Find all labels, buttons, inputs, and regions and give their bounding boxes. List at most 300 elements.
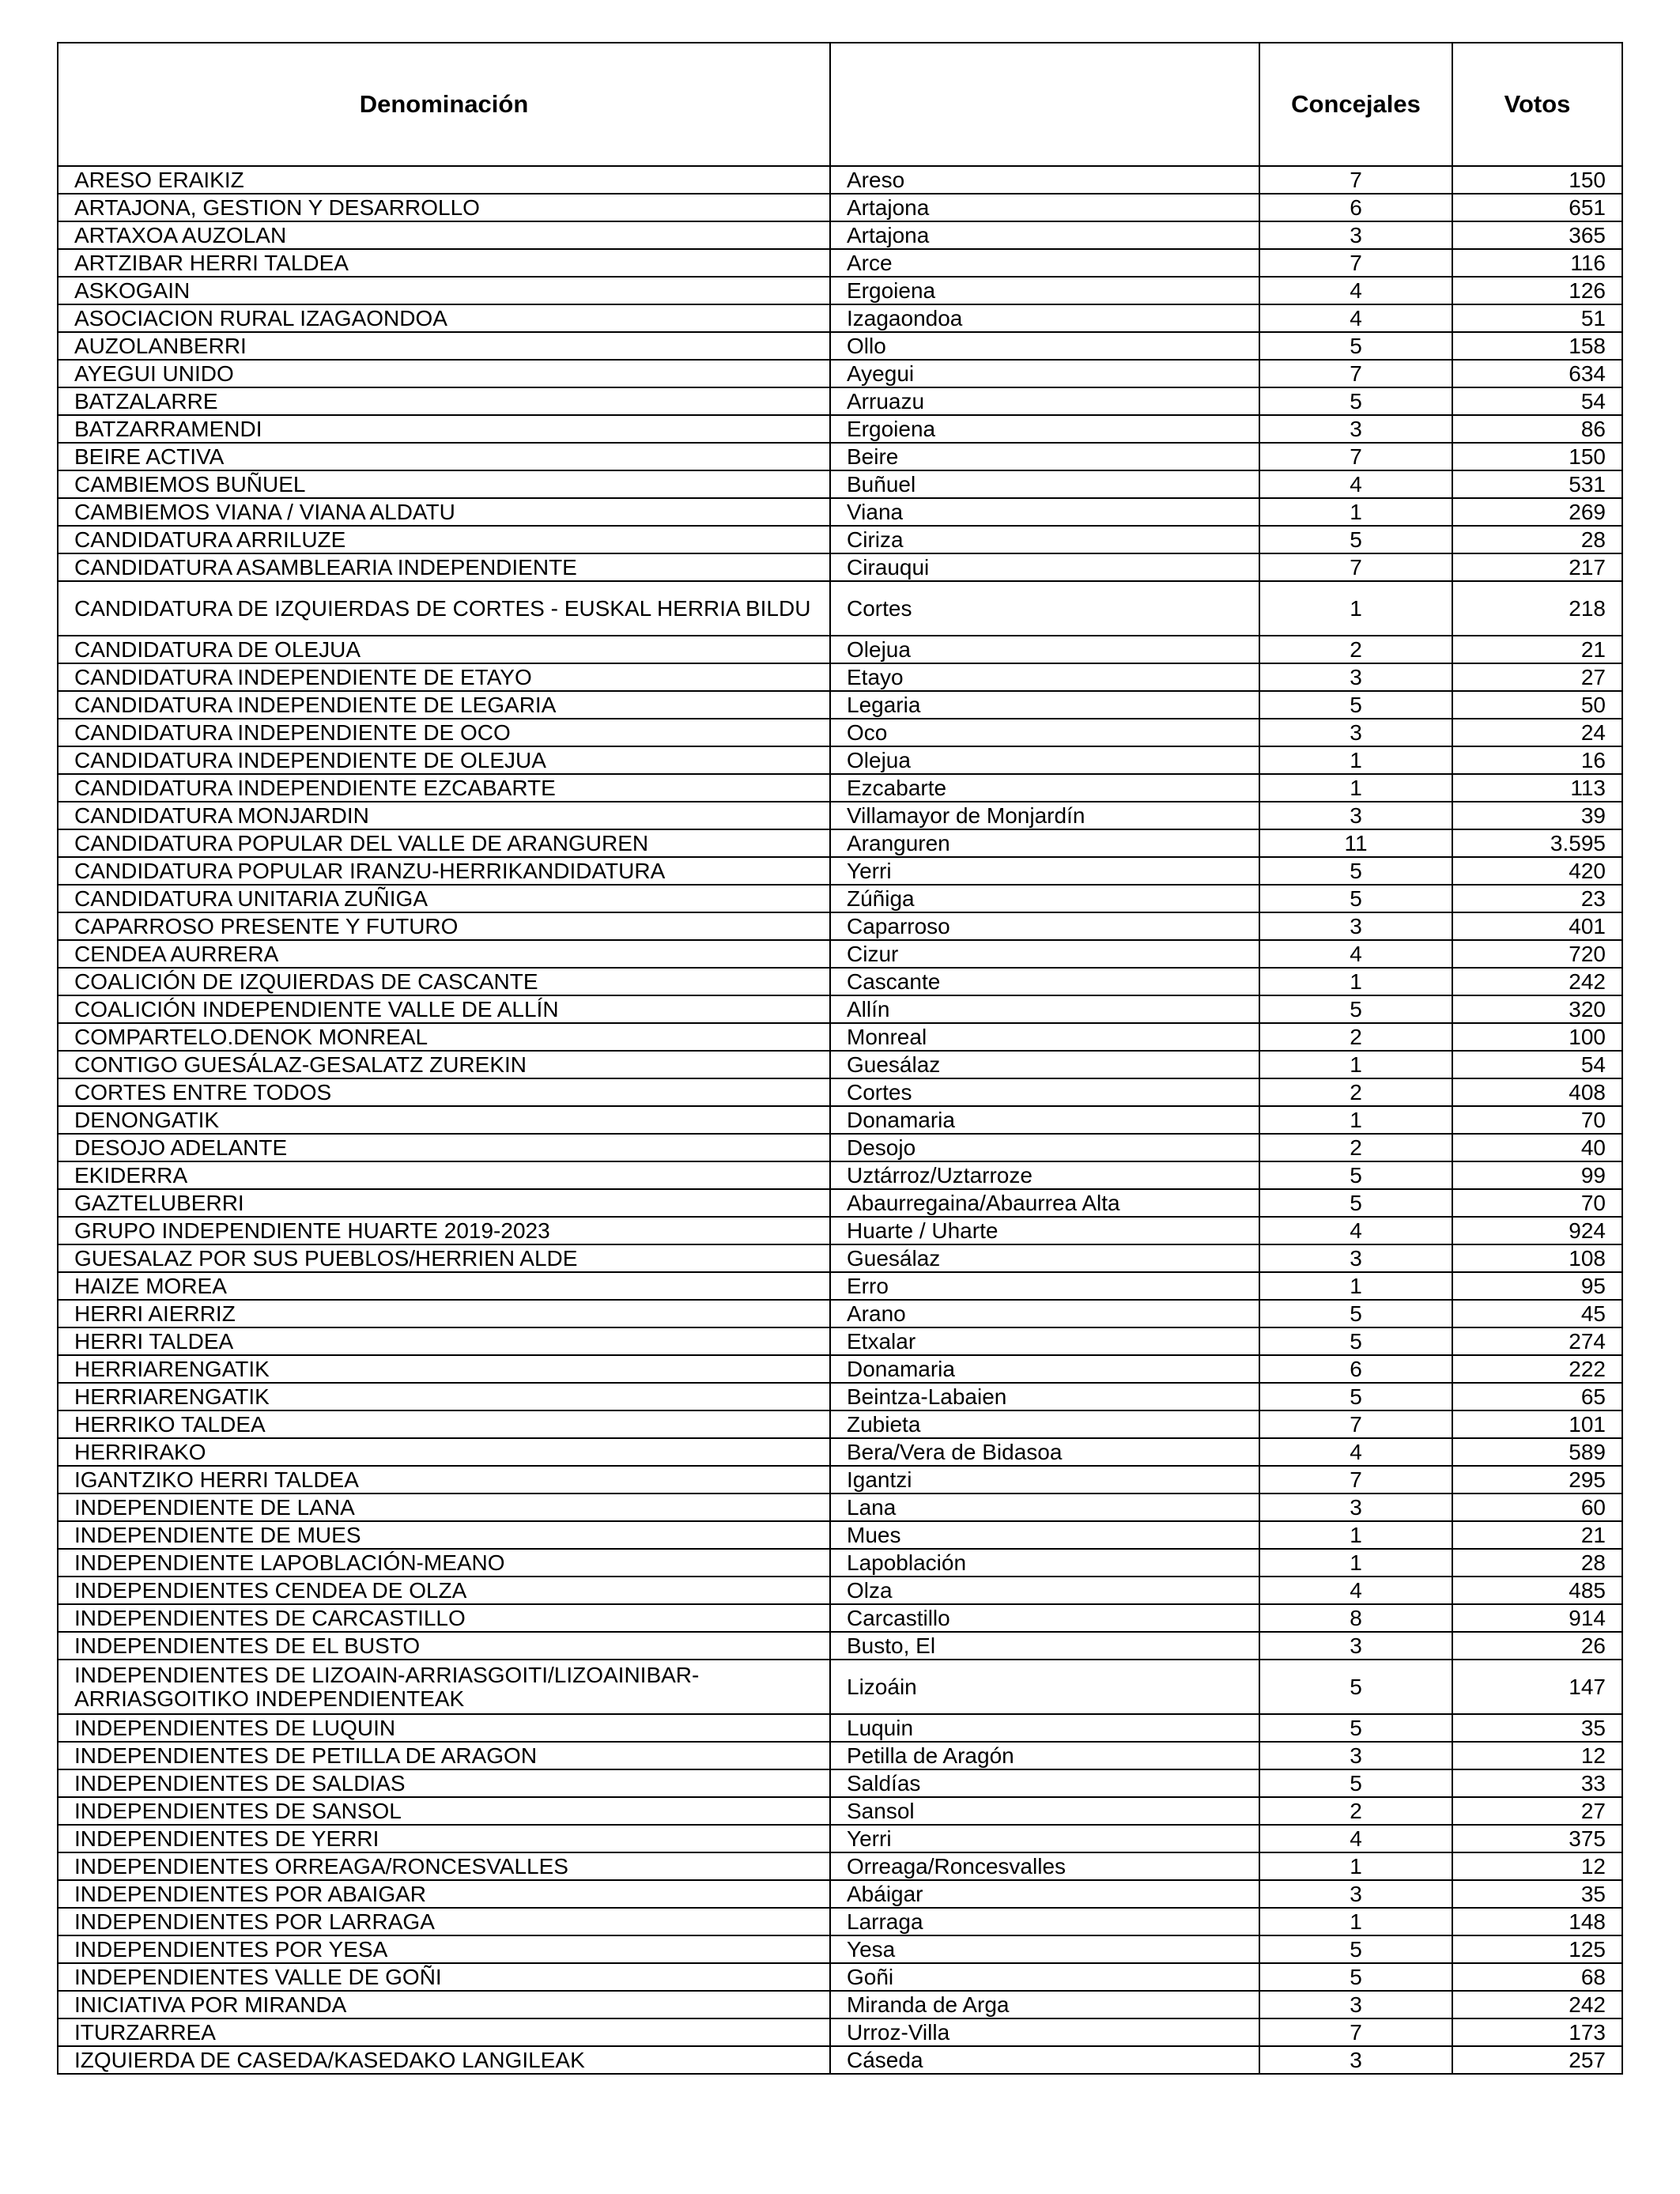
cell-denominacion: CANDIDATURA INDEPENDIENTE DE OLEJUA xyxy=(58,746,830,774)
cell-votos: 113 xyxy=(1452,774,1622,802)
cell-votos: 924 xyxy=(1452,1217,1622,1244)
cell-concejales: 4 xyxy=(1259,1217,1452,1244)
cell-concejales: 5 xyxy=(1259,332,1452,360)
cell-concejales: 1 xyxy=(1259,581,1452,636)
cell-votos: 150 xyxy=(1452,166,1622,194)
cell-municipio: Zúñiga xyxy=(830,885,1259,912)
cell-concejales: 3 xyxy=(1259,1742,1452,1769)
cell-concejales: 7 xyxy=(1259,249,1452,277)
cell-municipio: Lizoáin xyxy=(830,1660,1259,1714)
table-row xyxy=(58,663,1622,691)
cell-votos: 295 xyxy=(1452,1466,1622,1494)
cell-votos: 12 xyxy=(1452,1852,1622,1880)
header-votos: Votos xyxy=(1452,43,1622,166)
table-row xyxy=(58,885,1622,912)
cell-concejales: 2 xyxy=(1259,1134,1452,1161)
cell-votos: 485 xyxy=(1452,1577,1622,1604)
cell-municipio: Erro xyxy=(830,1272,1259,1300)
cell-denominacion: GUESALAZ POR SUS PUEBLOS/HERRIEN ALDE xyxy=(58,1244,830,1272)
cell-municipio: Cáseda xyxy=(830,2046,1259,2074)
cell-votos: 86 xyxy=(1452,415,1622,443)
table-row xyxy=(58,691,1622,719)
cell-denominacion: CANDIDATURA UNITARIA ZUÑIGA xyxy=(58,885,830,912)
cell-municipio: Monreal xyxy=(830,1023,1259,1051)
cell-concejales: 5 xyxy=(1259,857,1452,885)
cell-votos: 68 xyxy=(1452,1963,1622,1991)
cell-municipio: Oco xyxy=(830,719,1259,746)
table-row xyxy=(58,1023,1622,1051)
cell-votos: 720 xyxy=(1452,940,1622,968)
cell-concejales: 5 xyxy=(1259,1935,1452,1963)
cell-votos: 148 xyxy=(1452,1908,1622,1935)
cell-denominacion: CANDIDATURA ARRILUZE xyxy=(58,526,830,553)
cell-concejales: 5 xyxy=(1259,885,1452,912)
table-row xyxy=(58,774,1622,802)
table-row xyxy=(58,360,1622,387)
cell-denominacion: CAPARROSO PRESENTE Y FUTURO xyxy=(58,912,830,940)
cell-denominacion: INDEPENDIENTES DE EL BUSTO xyxy=(58,1632,830,1660)
cell-denominacion: INDEPENDIENTES DE SALDIAS xyxy=(58,1769,830,1797)
cell-municipio: Villamayor de Monjardín xyxy=(830,802,1259,829)
table-row xyxy=(58,1327,1622,1355)
table-row xyxy=(58,2046,1622,2074)
cell-municipio: Lapoblación xyxy=(830,1549,1259,1577)
cell-denominacion: CENDEA AURRERA xyxy=(58,940,830,968)
cell-municipio: Donamaria xyxy=(830,1106,1259,1134)
table-row xyxy=(58,470,1622,498)
cell-denominacion: COMPARTELO.DENOK MONREAL xyxy=(58,1023,830,1051)
cell-votos: 100 xyxy=(1452,1023,1622,1051)
cell-municipio: Etayo xyxy=(830,663,1259,691)
cell-denominacion: ASOCIACION RURAL IZAGAONDOA xyxy=(58,304,830,332)
cell-concejales: 2 xyxy=(1259,636,1452,663)
cell-municipio: Arruazu xyxy=(830,387,1259,415)
cell-votos: 126 xyxy=(1452,277,1622,304)
cell-denominacion: CAMBIEMOS BUÑUEL xyxy=(58,470,830,498)
cell-concejales: 5 xyxy=(1259,1383,1452,1410)
table-body xyxy=(58,166,1622,2074)
cell-denominacion: ARTAJONA, GESTION Y DESARROLLO xyxy=(58,194,830,221)
cell-votos: 65 xyxy=(1452,1383,1622,1410)
cell-votos: 99 xyxy=(1452,1161,1622,1189)
cell-votos: 28 xyxy=(1452,526,1622,553)
cell-municipio: Beintza-Labaien xyxy=(830,1383,1259,1410)
table-row xyxy=(58,719,1622,746)
cell-votos: 914 xyxy=(1452,1604,1622,1632)
cell-concejales: 3 xyxy=(1259,1880,1452,1908)
cell-concejales: 5 xyxy=(1259,1660,1452,1714)
cell-municipio: Abáigar xyxy=(830,1880,1259,1908)
cell-municipio: Areso xyxy=(830,166,1259,194)
cell-concejales: 5 xyxy=(1259,995,1452,1023)
cell-votos: 147 xyxy=(1452,1660,1622,1714)
cell-municipio: Ciriza xyxy=(830,526,1259,553)
cell-votos: 320 xyxy=(1452,995,1622,1023)
table-row xyxy=(58,1632,1622,1660)
table-row xyxy=(58,1189,1622,1217)
cell-denominacion: DESOJO ADELANTE xyxy=(58,1134,830,1161)
cell-municipio: Desojo xyxy=(830,1134,1259,1161)
table-row xyxy=(58,995,1622,1023)
table-row xyxy=(58,1272,1622,1300)
cell-concejales: 3 xyxy=(1259,802,1452,829)
table-row xyxy=(58,1742,1622,1769)
cell-municipio: Cortes xyxy=(830,581,1259,636)
cell-votos: 274 xyxy=(1452,1327,1622,1355)
cell-municipio: Olejua xyxy=(830,746,1259,774)
cell-concejales: 1 xyxy=(1259,746,1452,774)
cell-votos: 420 xyxy=(1452,857,1622,885)
cell-denominacion: HERRIARENGATIK xyxy=(58,1355,830,1383)
header-concejales: Concejales xyxy=(1259,43,1452,166)
cell-denominacion: HAIZE MOREA xyxy=(58,1272,830,1300)
cell-denominacion: CANDIDATURA INDEPENDIENTE DE ETAYO xyxy=(58,663,830,691)
cell-municipio: Viana xyxy=(830,498,1259,526)
cell-municipio: Zubieta xyxy=(830,1410,1259,1438)
table-header-row xyxy=(58,43,1622,166)
cell-denominacion: CANDIDATURA INDEPENDIENTE DE OCO xyxy=(58,719,830,746)
cell-concejales: 3 xyxy=(1259,415,1452,443)
cell-concejales: 3 xyxy=(1259,1494,1452,1521)
cell-municipio: Saldías xyxy=(830,1769,1259,1797)
cell-concejales: 4 xyxy=(1259,1825,1452,1852)
cell-votos: 401 xyxy=(1452,912,1622,940)
cell-concejales: 4 xyxy=(1259,470,1452,498)
cell-municipio: Etxalar xyxy=(830,1327,1259,1355)
cell-municipio: Allín xyxy=(830,995,1259,1023)
cell-denominacion: COALICIÓN DE IZQUIERDAS DE CASCANTE xyxy=(58,968,830,995)
candidacies-table xyxy=(57,42,1623,2075)
table-row xyxy=(58,277,1622,304)
cell-municipio: Yerri xyxy=(830,857,1259,885)
cell-municipio: Cortes xyxy=(830,1078,1259,1106)
table-row xyxy=(58,1134,1622,1161)
cell-votos: 60 xyxy=(1452,1494,1622,1521)
cell-votos: 26 xyxy=(1452,1632,1622,1660)
cell-municipio: Ergoiena xyxy=(830,415,1259,443)
cell-votos: 16 xyxy=(1452,746,1622,774)
cell-concejales: 5 xyxy=(1259,1189,1452,1217)
cell-municipio: Artajona xyxy=(830,194,1259,221)
cell-votos: 218 xyxy=(1452,581,1622,636)
table-row xyxy=(58,968,1622,995)
cell-municipio: Beire xyxy=(830,443,1259,470)
cell-votos: 21 xyxy=(1452,1521,1622,1549)
cell-denominacion: INDEPENDIENTES DE LUQUIN xyxy=(58,1714,830,1742)
cell-denominacion: ARTAXOA AUZOLAN xyxy=(58,221,830,249)
cell-denominacion: INDEPENDIENTES POR YESA xyxy=(58,1935,830,1963)
table-row xyxy=(58,1521,1622,1549)
cell-concejales: 1 xyxy=(1259,498,1452,526)
table-row xyxy=(58,1660,1622,1714)
cell-denominacion: HERRIRAKO xyxy=(58,1438,830,1466)
cell-votos: 222 xyxy=(1452,1355,1622,1383)
cell-municipio: Larraga xyxy=(830,1908,1259,1935)
cell-denominacion: EKIDERRA xyxy=(58,1161,830,1189)
cell-concejales: 5 xyxy=(1259,1769,1452,1797)
cell-votos: 375 xyxy=(1452,1825,1622,1852)
cell-concejales: 5 xyxy=(1259,387,1452,415)
cell-votos: 634 xyxy=(1452,360,1622,387)
cell-denominacion: INDEPENDIENTES DE YERRI xyxy=(58,1825,830,1852)
cell-votos: 50 xyxy=(1452,691,1622,719)
table-row xyxy=(58,581,1622,636)
table-row xyxy=(58,1963,1622,1991)
cell-denominacion: INDEPENDIENTES ORREAGA/RONCESVALLES xyxy=(58,1852,830,1880)
cell-municipio: Ayegui xyxy=(830,360,1259,387)
cell-concejales: 1 xyxy=(1259,1908,1452,1935)
cell-concejales: 3 xyxy=(1259,719,1452,746)
cell-municipio: Yesa xyxy=(830,1935,1259,1963)
cell-concejales: 5 xyxy=(1259,1327,1452,1355)
cell-municipio: Busto, El xyxy=(830,1632,1259,1660)
table-row xyxy=(58,1714,1622,1742)
cell-denominacion: ARESO ERAIKIZ xyxy=(58,166,830,194)
cell-votos: 35 xyxy=(1452,1714,1622,1742)
cell-denominacion: HERRIKO TALDEA xyxy=(58,1410,830,1438)
table-row xyxy=(58,2018,1622,2046)
table-row xyxy=(58,1300,1622,1327)
cell-municipio: Goñi xyxy=(830,1963,1259,1991)
cell-denominacion: CANDIDATURA ASAMBLEARIA INDEPENDIENTE xyxy=(58,553,830,581)
cell-municipio: Donamaria xyxy=(830,1355,1259,1383)
table-row xyxy=(58,746,1622,774)
cell-denominacion: INDEPENDIENTES DE SANSOL xyxy=(58,1797,830,1825)
cell-concejales: 5 xyxy=(1259,1714,1452,1742)
cell-votos: 116 xyxy=(1452,249,1622,277)
cell-denominacion: INDEPENDIENTE DE LANA xyxy=(58,1494,830,1521)
cell-denominacion: BEIRE ACTIVA xyxy=(58,443,830,470)
table-row xyxy=(58,1577,1622,1604)
cell-concejales: 3 xyxy=(1259,1632,1452,1660)
cell-concejales: 7 xyxy=(1259,360,1452,387)
cell-concejales: 4 xyxy=(1259,277,1452,304)
cell-municipio: Abaurregaina/Abaurrea Alta xyxy=(830,1189,1259,1217)
cell-votos: 3.595 xyxy=(1452,829,1622,857)
cell-concejales: 3 xyxy=(1259,912,1452,940)
table-row xyxy=(58,1217,1622,1244)
cell-denominacion: INDEPENDIENTES VALLE DE GOÑI xyxy=(58,1963,830,1991)
cell-votos: 173 xyxy=(1452,2018,1622,2046)
table-row xyxy=(58,1880,1622,1908)
cell-concejales: 6 xyxy=(1259,194,1452,221)
cell-denominacion: ITURZARREA xyxy=(58,2018,830,2046)
cell-denominacion: DENONGATIK xyxy=(58,1106,830,1134)
table-row xyxy=(58,1908,1622,1935)
cell-denominacion: INDEPENDIENTE LAPOBLACIÓN-MEANO xyxy=(58,1549,830,1577)
cell-concejales: 5 xyxy=(1259,1161,1452,1189)
cell-denominacion: CANDIDATURA INDEPENDIENTE EZCABARTE xyxy=(58,774,830,802)
cell-votos: 158 xyxy=(1452,332,1622,360)
cell-municipio: Olejua xyxy=(830,636,1259,663)
cell-denominacion: BATZARRAMENDI xyxy=(58,415,830,443)
cell-concejales: 5 xyxy=(1259,1963,1452,1991)
table-row xyxy=(58,498,1622,526)
cell-denominacion: INDEPENDIENTES CENDEA DE OLZA xyxy=(58,1577,830,1604)
cell-concejales: 8 xyxy=(1259,1604,1452,1632)
cell-votos: 45 xyxy=(1452,1300,1622,1327)
cell-denominacion: ARTZIBAR HERRI TALDEA xyxy=(58,249,830,277)
table-row xyxy=(58,1604,1622,1632)
table-row xyxy=(58,1991,1622,2018)
cell-municipio: Carcastillo xyxy=(830,1604,1259,1632)
cell-municipio: Ergoiena xyxy=(830,277,1259,304)
cell-municipio: Guesálaz xyxy=(830,1244,1259,1272)
cell-denominacion: INDEPENDIENTES POR LARRAGA xyxy=(58,1908,830,1935)
cell-votos: 35 xyxy=(1452,1880,1622,1908)
cell-municipio: Yerri xyxy=(830,1825,1259,1852)
header-denominacion: Denominación xyxy=(58,43,830,166)
cell-municipio: Uztárroz/Uztarroze xyxy=(830,1161,1259,1189)
table-row xyxy=(58,166,1622,194)
cell-municipio: Petilla de Aragón xyxy=(830,1742,1259,1769)
table-row xyxy=(58,802,1622,829)
cell-votos: 51 xyxy=(1452,304,1622,332)
cell-votos: 70 xyxy=(1452,1106,1622,1134)
table-row xyxy=(58,912,1622,940)
cell-votos: 589 xyxy=(1452,1438,1622,1466)
table-row xyxy=(58,221,1622,249)
cell-municipio: Mues xyxy=(830,1521,1259,1549)
cell-concejales: 4 xyxy=(1259,940,1452,968)
table-row xyxy=(58,526,1622,553)
cell-concejales: 7 xyxy=(1259,2018,1452,2046)
cell-concejales: 7 xyxy=(1259,166,1452,194)
cell-votos: 39 xyxy=(1452,802,1622,829)
table-row xyxy=(58,1438,1622,1466)
table-row xyxy=(58,553,1622,581)
table-row xyxy=(58,1466,1622,1494)
cell-denominacion: CANDIDATURA POPULAR DEL VALLE DE ARANGUREN xyxy=(58,829,830,857)
cell-concejales: 7 xyxy=(1259,553,1452,581)
table-row xyxy=(58,829,1622,857)
cell-votos: 54 xyxy=(1452,387,1622,415)
cell-denominacion: CANDIDATURA MONJARDIN xyxy=(58,802,830,829)
cell-votos: 269 xyxy=(1452,498,1622,526)
cell-votos: 40 xyxy=(1452,1134,1622,1161)
cell-denominacion: AYEGUI UNIDO xyxy=(58,360,830,387)
cell-concejales: 3 xyxy=(1259,1991,1452,2018)
cell-denominacion: INDEPENDIENTE DE MUES xyxy=(58,1521,830,1549)
cell-concejales: 1 xyxy=(1259,1106,1452,1134)
cell-municipio: Cizur xyxy=(830,940,1259,968)
table-row xyxy=(58,1935,1622,1963)
cell-denominacion: HERRI AIERRIZ xyxy=(58,1300,830,1327)
cell-concejales: 1 xyxy=(1259,968,1452,995)
cell-denominacion: INDEPENDIENTES POR ABAIGAR xyxy=(58,1880,830,1908)
cell-municipio: Luquin xyxy=(830,1714,1259,1742)
cell-denominacion: INDEPENDIENTES DE PETILLA DE ARAGON xyxy=(58,1742,830,1769)
table-row xyxy=(58,1410,1622,1438)
cell-votos: 651 xyxy=(1452,194,1622,221)
cell-denominacion: INDEPENDIENTES DE CARCASTILLO xyxy=(58,1604,830,1632)
table-row xyxy=(58,249,1622,277)
table-row xyxy=(58,1078,1622,1106)
cell-denominacion: COALICIÓN INDEPENDIENTE VALLE DE ALLÍN xyxy=(58,995,830,1023)
cell-concejales: 4 xyxy=(1259,304,1452,332)
cell-municipio: Izagaondoa xyxy=(830,304,1259,332)
table-row xyxy=(58,857,1622,885)
cell-votos: 242 xyxy=(1452,968,1622,995)
cell-votos: 12 xyxy=(1452,1742,1622,1769)
table-row xyxy=(58,1549,1622,1577)
cell-votos: 150 xyxy=(1452,443,1622,470)
cell-municipio: Ezcabarte xyxy=(830,774,1259,802)
cell-concejales: 3 xyxy=(1259,663,1452,691)
cell-votos: 95 xyxy=(1452,1272,1622,1300)
cell-denominacion: GAZTELUBERRI xyxy=(58,1189,830,1217)
cell-votos: 27 xyxy=(1452,663,1622,691)
table-row xyxy=(58,1825,1622,1852)
cell-denominacion: CANDIDATURA DE IZQUIERDAS DE CORTES - EUSKAL HERRIA BILDU xyxy=(58,581,830,636)
cell-municipio: Arce xyxy=(830,249,1259,277)
cell-municipio: Guesálaz xyxy=(830,1051,1259,1078)
cell-denominacion: BATZALARRE xyxy=(58,387,830,415)
cell-votos: 54 xyxy=(1452,1051,1622,1078)
cell-concejales: 3 xyxy=(1259,221,1452,249)
cell-concejales: 1 xyxy=(1259,1521,1452,1549)
cell-denominacion: CANDIDATURA INDEPENDIENTE DE LEGARIA xyxy=(58,691,830,719)
cell-votos: 531 xyxy=(1452,470,1622,498)
cell-concejales: 7 xyxy=(1259,1466,1452,1494)
cell-municipio: Ollo xyxy=(830,332,1259,360)
cell-concejales: 1 xyxy=(1259,774,1452,802)
cell-denominacion: HERRIARENGATIK xyxy=(58,1383,830,1410)
cell-municipio: Arano xyxy=(830,1300,1259,1327)
table-row xyxy=(58,1494,1622,1521)
cell-denominacion: INICIATIVA POR MIRANDA xyxy=(58,1991,830,2018)
cell-municipio: Buñuel xyxy=(830,470,1259,498)
cell-municipio: Legaria xyxy=(830,691,1259,719)
cell-concejales: 1 xyxy=(1259,1051,1452,1078)
cell-municipio: Lana xyxy=(830,1494,1259,1521)
cell-concejales: 5 xyxy=(1259,526,1452,553)
table-row xyxy=(58,443,1622,470)
cell-votos: 24 xyxy=(1452,719,1622,746)
cell-concejales: 2 xyxy=(1259,1023,1452,1051)
cell-denominacion: CAMBIEMOS VIANA / VIANA ALDATU xyxy=(58,498,830,526)
cell-municipio: Artajona xyxy=(830,221,1259,249)
cell-concejales: 6 xyxy=(1259,1355,1452,1383)
table-row xyxy=(58,1383,1622,1410)
cell-votos: 33 xyxy=(1452,1769,1622,1797)
table-row xyxy=(58,332,1622,360)
cell-votos: 21 xyxy=(1452,636,1622,663)
table-row xyxy=(58,1161,1622,1189)
cell-concejales: 5 xyxy=(1259,691,1452,719)
cell-concejales: 5 xyxy=(1259,1300,1452,1327)
table-row xyxy=(58,304,1622,332)
cell-votos: 23 xyxy=(1452,885,1622,912)
table-row xyxy=(58,1355,1622,1383)
cell-concejales: 1 xyxy=(1259,1852,1452,1880)
cell-denominacion: IZQUIERDA DE CASEDA/KASEDAKO LANGILEAK xyxy=(58,2046,830,2074)
cell-concejales: 4 xyxy=(1259,1438,1452,1466)
cell-concejales: 1 xyxy=(1259,1272,1452,1300)
cell-denominacion: IGANTZIKO HERRI TALDEA xyxy=(58,1466,830,1494)
cell-concejales: 2 xyxy=(1259,1797,1452,1825)
cell-denominacion: CANDIDATURA POPULAR IRANZU-HERRIKANDIDATURA xyxy=(58,857,830,885)
cell-concejales: 3 xyxy=(1259,1244,1452,1272)
cell-denominacion: CORTES ENTRE TODOS xyxy=(58,1078,830,1106)
cell-denominacion: ASKOGAIN xyxy=(58,277,830,304)
cell-municipio: Bera/Vera de Bidasoa xyxy=(830,1438,1259,1466)
table-row xyxy=(58,387,1622,415)
table-row xyxy=(58,1106,1622,1134)
cell-municipio: Igantzi xyxy=(830,1466,1259,1494)
cell-municipio: Aranguren xyxy=(830,829,1259,857)
table-row xyxy=(58,1769,1622,1797)
